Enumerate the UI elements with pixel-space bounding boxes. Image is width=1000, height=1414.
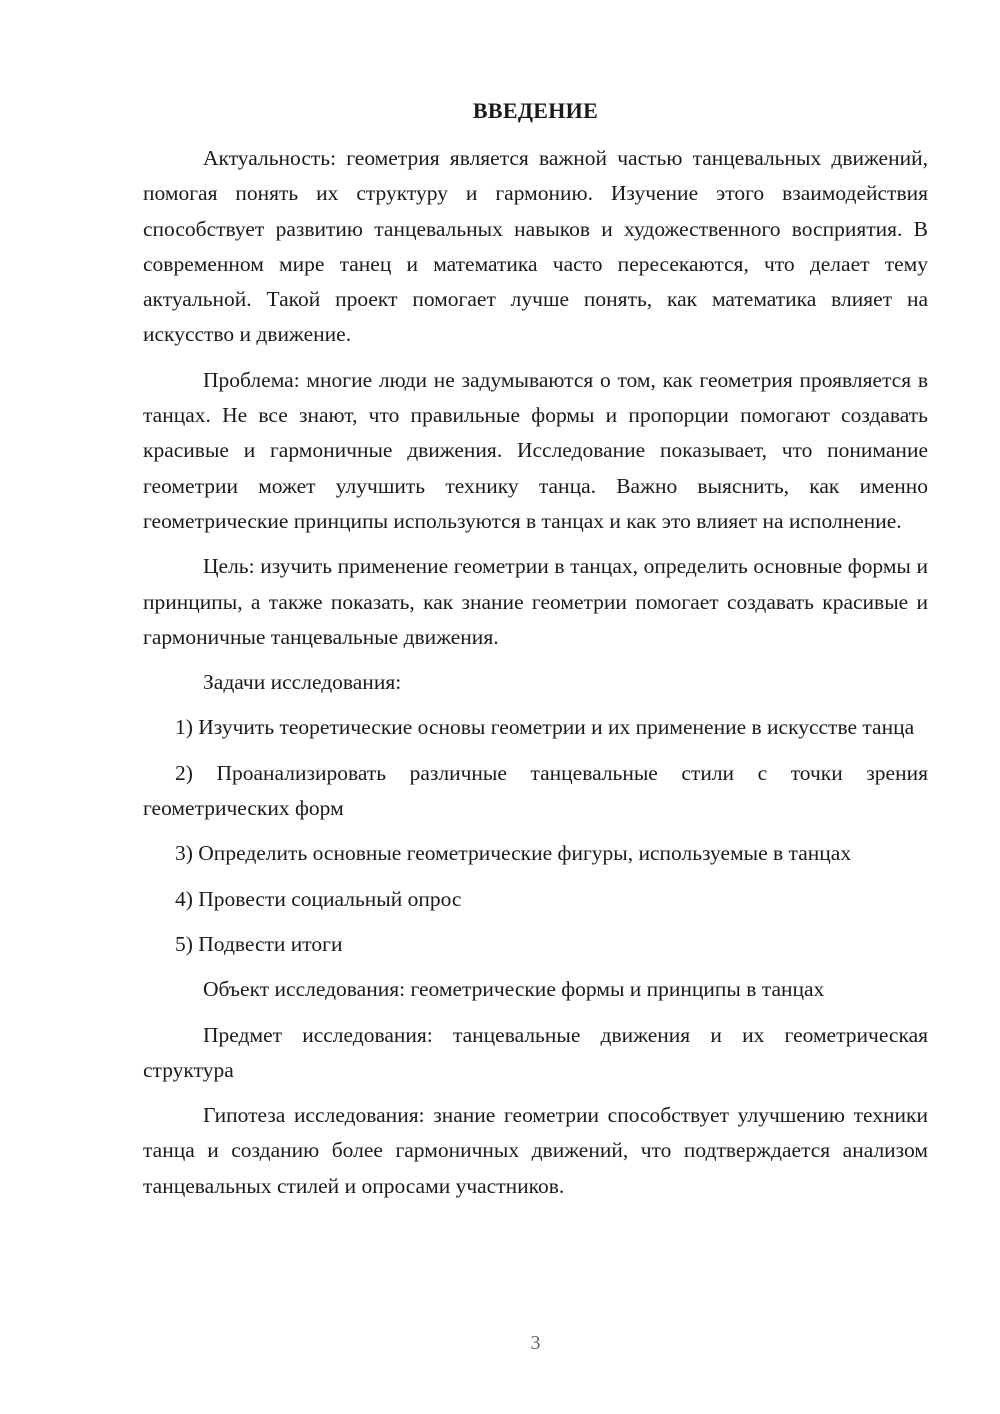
task-item-5: 5) Подвести итоги — [175, 931, 343, 956]
task-item-1: 1) Изучить теоретические основы геометрии и их применение в искусстве танца — [175, 715, 915, 740]
relevance-paragraph: Актуальность: геометрия является важной частью танцевальных движений, помогая понять их структуру и гармонию. Изучение этого взаимодействия способствует развитию танцевальных навыков и художественного восприятия. В современном мире танец и математика часто пересекаются, что делает тему актуальной. Такой проект помогает лучше понять, как математика влияет на искусство и движение. — [143, 146, 928, 347]
task-item-3: 3) Определить основные геометрические фигуры, используемые в танцах — [175, 841, 852, 866]
document-page — [143, 0, 928, 1414]
subject-paragraph: Предмет исследования: танцевальные движения и их геометрическая структура — [143, 1022, 928, 1082]
page-number: 3 — [530, 1332, 541, 1354]
tasks-heading: Задачи исследования: — [203, 670, 402, 695]
task-item-4: 4) Провести социальный опрос — [175, 886, 462, 911]
object-paragraph: Объект исследования: геометрические формы и принципы в танцах — [203, 977, 825, 1002]
problem-paragraph: Проблема: многие люди не задумываются о том, как геометрия проявляется в танцах. Не все знают, что правильные формы и пропорции помогают создавать красивые и гармоничные движения. Исследование показывает, что понимание геометрии может улучшить технику танца. Важно выяснить, как именно геометрические принципы используются в танцах и как это влияет на исполнение. — [143, 367, 928, 533]
task-item-2: 2) Проанализировать различные танцевальные стили с точки зрения геометрических форм — [143, 760, 928, 821]
document-body — [143, 141, 928, 1214]
hypothesis-paragraph: Гипотеза исследования: знание геометрии способствует улучшению техники танца и созданию более гармоничных движений, что подтверждается анализом танцевальных стилей и опросами участников. — [143, 1103, 928, 1198]
goal-paragraph: Цель: изучить применение геометрии в танцах, определить основные формы и принципы, а также показать, как знание геометрии помогает создавать красивые и гармоничные танцевальные движения. — [143, 554, 928, 649]
page-title: ВВЕДЕНИЕ — [472, 98, 599, 123]
